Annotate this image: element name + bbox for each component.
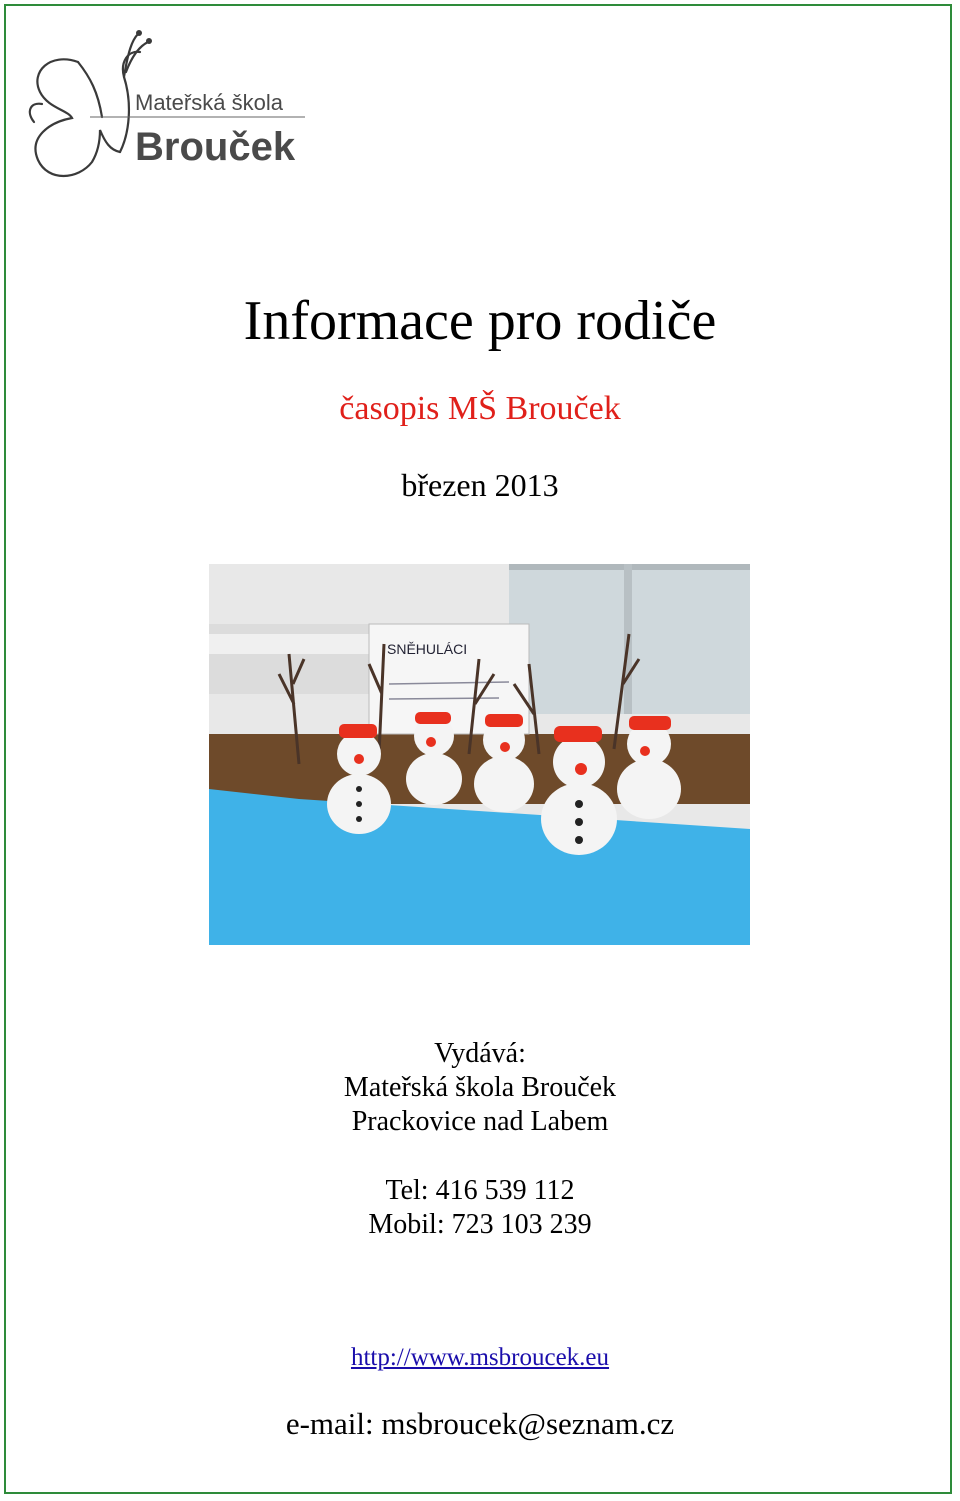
- contact-info: [0, 1174, 960, 1242]
- subtitle: časopis MŠ Brouček: [339, 390, 621, 427]
- antenna-dot: [136, 30, 142, 36]
- butterfly-icon: [30, 34, 148, 176]
- website: [0, 1342, 960, 1374]
- email-address: e-mail: msbroucek@seznam.cz: [285, 1406, 675, 1441]
- sign-text: SNĚHULÁCI: [387, 641, 468, 657]
- publisher-name: Mateřská škola Brouček: [343, 1072, 617, 1103]
- page-title: Informace pro rodiče: [243, 290, 717, 352]
- antenna-dot: [146, 38, 152, 44]
- issue-date: březen 2013: [401, 467, 559, 503]
- logo-line2: Brouček: [135, 125, 296, 169]
- website-link[interactable]: http://www.msbroucek.eu: [350, 1344, 610, 1371]
- publisher-address: Prackovice nad Labem: [351, 1106, 609, 1137]
- publisher-info: [0, 1037, 960, 1139]
- mobile-number: Mobil: 723 103 239: [368, 1209, 592, 1240]
- cover-photo: [209, 564, 750, 945]
- school-logo: [20, 22, 320, 192]
- publisher-label: Vydává:: [434, 1038, 526, 1069]
- phone-number: Tel: 416 539 112: [385, 1175, 575, 1206]
- logo-line1: Mateřská škola: [135, 90, 283, 115]
